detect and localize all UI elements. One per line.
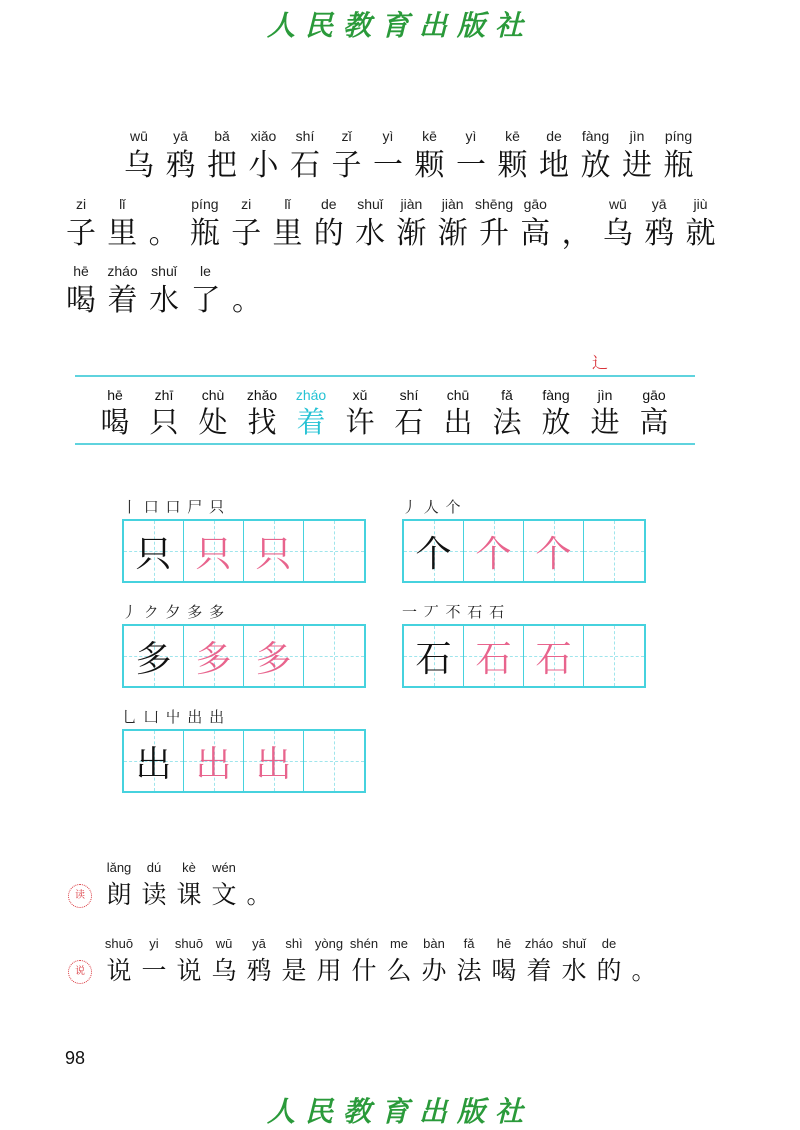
page-number: 98	[65, 1048, 86, 1068]
tianzige-cell	[524, 626, 584, 686]
hanzi: 乌	[602, 216, 633, 251]
tianzige-cell	[304, 521, 364, 581]
hanzi: 放	[541, 405, 571, 439]
hanzi: 。	[631, 956, 657, 985]
passage-syllable	[351, 194, 389, 254]
pinyin	[558, 194, 596, 214]
passage-syllable	[660, 126, 698, 186]
task-syllable	[310, 934, 348, 988]
model-character: 只	[135, 533, 172, 575]
hanzi: 。	[148, 216, 179, 251]
hanzi: 子	[66, 216, 96, 251]
pinyin: zháo	[107, 263, 138, 279]
pinyin: shēng	[475, 196, 514, 212]
hanzi: 小	[248, 148, 279, 183]
task-syllable	[135, 858, 173, 912]
trace-character: 只	[255, 533, 292, 575]
vocab-word	[93, 385, 137, 439]
pinyin: fàng	[581, 128, 610, 144]
pinyin: jìn	[629, 128, 645, 144]
hanzi: 鸦	[644, 216, 675, 251]
passage-syllable	[162, 126, 200, 186]
hanzi: 颗	[497, 148, 528, 183]
passage-syllable	[475, 194, 513, 254]
pinyin: lǐ	[119, 196, 126, 212]
pinyin: yòng	[314, 936, 344, 951]
stroke-order: 一 丆 不 石 石	[402, 603, 506, 621]
passage-syllable	[392, 194, 430, 254]
tianzige-cell	[464, 626, 524, 686]
tianzige-cell	[404, 626, 464, 686]
hanzi: 喝	[100, 405, 130, 439]
hanzi: 办	[421, 956, 447, 985]
pinyin: fǎ	[501, 387, 513, 403]
passage-syllable	[535, 126, 573, 186]
pinyin: zhī	[154, 387, 174, 403]
pinyin: zháo	[295, 387, 327, 403]
passage-syllable	[452, 126, 490, 186]
pinyin: shuō	[104, 936, 134, 951]
trace-character: 多	[195, 638, 232, 680]
passage-syllable	[269, 194, 307, 254]
vocab-word	[338, 385, 382, 439]
hanzi: 高	[520, 216, 551, 251]
writing-block-chu	[122, 705, 366, 793]
passage-syllable	[599, 194, 637, 254]
hanzi: 一	[456, 148, 486, 183]
trace-character: 出	[255, 743, 292, 785]
model-character: 出	[135, 743, 172, 785]
hanzi: 水	[561, 956, 587, 985]
pinyin: kè	[182, 860, 196, 875]
pinyin: jiù	[693, 196, 708, 212]
vocab-word	[289, 385, 333, 439]
task-syllable	[240, 858, 278, 912]
tianzige-cell	[124, 521, 184, 581]
task-syllable	[240, 934, 278, 988]
pinyin: shí	[399, 387, 419, 403]
hanzi: 的	[596, 956, 622, 985]
hanzi: 喝	[491, 956, 517, 985]
tianzige-cell	[124, 626, 184, 686]
hanzi: 许	[345, 405, 375, 439]
pinyin	[625, 934, 663, 954]
trace-character: 只	[195, 533, 232, 575]
model-character: 个	[415, 533, 452, 575]
tianzige-cell	[244, 626, 304, 686]
pinyin: gāo	[523, 196, 547, 212]
hanzi: 着	[296, 405, 326, 439]
pinyin: jiàn	[441, 196, 464, 212]
hanzi: 把	[207, 148, 237, 183]
passage-syllable	[227, 194, 265, 254]
writing-block-zhi	[122, 495, 366, 583]
hanzi: 朗	[106, 880, 132, 909]
tianzige-cell	[524, 521, 584, 581]
pinyin: shuǐ	[357, 196, 383, 212]
hanzi: 处	[198, 405, 228, 439]
passage-syllable	[145, 194, 183, 254]
task-syllable	[170, 858, 208, 912]
hanzi: 鸦	[165, 148, 196, 183]
task-syllable	[275, 934, 313, 988]
tianzige-grid	[122, 519, 366, 583]
pinyin: lǐ	[284, 196, 291, 212]
pinyin: zháo	[524, 936, 554, 951]
hanzi: 说	[106, 956, 132, 985]
pinyin: píng	[664, 128, 693, 144]
hanzi: 颗	[414, 148, 445, 183]
hanzi: 出	[443, 405, 473, 439]
pinyin: xiǎo	[250, 128, 277, 144]
task-syllable	[100, 934, 138, 988]
pinyin: dú	[146, 860, 162, 875]
passage-syllable	[558, 194, 596, 254]
pinyin: fǎ	[463, 936, 475, 951]
pinyin: wén	[212, 860, 236, 875]
hanzi: 升	[479, 216, 509, 251]
passage-syllable	[577, 126, 615, 186]
pinyin	[145, 194, 183, 214]
trace-character: 个	[535, 533, 572, 575]
pinyin: jiàn	[400, 196, 423, 212]
task-syllable	[170, 934, 208, 988]
hanzi: 乌	[211, 956, 237, 985]
hanzi: 里	[107, 216, 138, 251]
passage-syllable	[516, 194, 554, 254]
writing-block-ge	[402, 495, 646, 583]
pinyin: wū	[130, 128, 148, 144]
passage-syllable	[328, 126, 366, 186]
tianzige-cell	[184, 731, 244, 791]
task-read-aloud	[68, 858, 468, 918]
pinyin: de	[601, 936, 617, 951]
vocab-word	[583, 385, 627, 439]
tianzige-cell	[124, 731, 184, 791]
pinyin: bàn	[423, 936, 445, 951]
passage-syllable	[434, 194, 472, 254]
tianzige-grid	[402, 624, 646, 688]
pinyin: bǎ	[214, 128, 230, 144]
radical-note: 辶	[592, 353, 609, 372]
publisher-logo-bottom: 人民教育出版社	[266, 1095, 533, 1128]
task-syllable	[205, 858, 243, 912]
hanzi: 。	[232, 283, 262, 318]
hanzi: 文	[211, 880, 237, 909]
passage-syllable	[494, 126, 532, 186]
hanzi: 么	[386, 956, 412, 985]
vocab-word	[142, 385, 186, 439]
passage-syllable	[62, 194, 100, 254]
pinyin: de	[546, 128, 562, 144]
task-syllable	[450, 934, 488, 988]
hanzi: 就	[685, 216, 716, 251]
pinyin: shí	[295, 128, 315, 144]
hanzi: 一	[373, 148, 403, 183]
trace-character: 个	[475, 533, 512, 575]
tianzige-grid	[122, 729, 366, 793]
hanzi: 了	[190, 283, 221, 318]
hanzi: 水	[355, 216, 386, 251]
hanzi: 找	[247, 405, 277, 439]
pinyin: shuǐ	[562, 936, 586, 951]
hanzi: 一	[141, 956, 167, 985]
tianzige-cell	[584, 521, 644, 581]
hanzi: 只	[149, 405, 179, 439]
task-syllable	[625, 934, 663, 988]
hanzi: 石	[394, 405, 424, 439]
task-discuss	[68, 934, 688, 994]
trace-character: 石	[475, 638, 512, 680]
vocab-word	[240, 385, 284, 439]
stroke-order: 丨 口 口 尸 只	[122, 498, 226, 516]
stroke-order: 丿 人 个	[402, 498, 462, 516]
pinyin: píng	[191, 196, 219, 212]
hanzi: 子	[231, 216, 262, 251]
pinyin: zhǎo	[246, 387, 278, 403]
pinyin: yā	[173, 128, 188, 144]
hanzi: 子	[331, 148, 362, 183]
hanzi: 喝	[66, 283, 96, 318]
pinyin: zi	[75, 196, 87, 212]
hanzi: 进	[590, 405, 620, 439]
pinyin: le	[200, 263, 211, 279]
vocab-word	[436, 385, 480, 439]
task-syllable	[205, 934, 243, 988]
passage-syllable	[228, 261, 266, 321]
pinyin: gāo	[642, 387, 666, 403]
passage-syllable	[682, 194, 720, 254]
passage-syllable	[640, 194, 678, 254]
tianzige-cell	[244, 521, 304, 581]
task-syllable	[135, 934, 173, 988]
pinyin	[228, 261, 266, 281]
passage-syllable	[186, 194, 224, 254]
passage-syllable	[104, 261, 142, 321]
stroke-order: 乚 凵 屮 出 出	[122, 708, 226, 726]
vocab-word	[387, 385, 431, 439]
hanzi: 高	[639, 405, 669, 439]
passage-syllable	[62, 261, 100, 321]
tianzige-cell	[304, 626, 364, 686]
task-syllable	[590, 934, 628, 988]
vocab-word	[485, 385, 529, 439]
pinyin: jìn	[597, 387, 613, 403]
hanzi: 乌	[124, 148, 154, 183]
tianzige-cell	[184, 521, 244, 581]
tianzige-grid	[402, 519, 646, 583]
passage-line-3	[62, 261, 362, 341]
passage-syllable	[145, 261, 183, 321]
pinyin: lǎng	[106, 860, 132, 875]
pinyin: zi	[241, 196, 252, 212]
hanzi: 进	[622, 148, 652, 183]
hanzi: 水	[149, 283, 179, 318]
model-character: 石	[415, 638, 452, 680]
hanzi: 法	[456, 956, 482, 985]
task-syllable	[380, 934, 418, 988]
pinyin: yā	[651, 196, 667, 212]
pinyin: shuǐ	[151, 263, 177, 279]
hanzi: 瓶	[663, 148, 694, 183]
pinyin: yi	[149, 936, 159, 951]
passage-syllable	[411, 126, 449, 186]
passage-syllable	[310, 194, 348, 254]
pinyin: de	[321, 196, 337, 212]
hanzi: 课	[176, 880, 202, 909]
pinyin: hē	[73, 263, 89, 279]
hanzi: 着	[107, 283, 138, 318]
pinyin: chū	[446, 387, 470, 403]
task-syllable	[520, 934, 558, 988]
pinyin: shuō	[174, 936, 204, 951]
pinyin: kē	[422, 128, 437, 144]
task-syllable	[415, 934, 453, 988]
task-syllable	[485, 934, 523, 988]
pinyin: hē	[107, 387, 123, 403]
tianzige-cell	[244, 731, 304, 791]
pinyin: xǔ	[352, 387, 368, 403]
trace-character: 多	[255, 638, 292, 680]
pinyin: yì	[465, 128, 477, 144]
pinyin: chù	[201, 387, 225, 403]
pinyin: hē	[496, 936, 512, 951]
tianzige-cell	[184, 626, 244, 686]
hanzi: 鸦	[246, 956, 272, 985]
task-syllable	[100, 858, 138, 912]
pinyin: yā	[252, 936, 266, 951]
tianzige-cell	[584, 626, 644, 686]
hanzi: 。	[246, 880, 272, 909]
model-character: 多	[135, 638, 172, 680]
hanzi: 渐	[437, 216, 468, 251]
task-syllable	[555, 934, 593, 988]
hanzi: 放	[580, 148, 611, 183]
tianzige-cell	[404, 521, 464, 581]
task-icon: 读	[68, 884, 92, 908]
vocab-word	[191, 385, 235, 439]
passage-syllable	[245, 126, 283, 186]
vocab-word	[632, 385, 676, 439]
publisher-logo-top: 人民教育出版社	[266, 9, 533, 42]
tianzige-cell	[304, 731, 364, 791]
passage-syllable	[618, 126, 656, 186]
passage-syllable	[187, 261, 225, 321]
hanzi: 是	[281, 956, 307, 985]
hanzi: 着	[526, 956, 552, 985]
hanzi: 法	[492, 405, 522, 439]
vocab-band	[75, 375, 695, 445]
pinyin	[240, 858, 278, 878]
pinyin: yì	[382, 128, 394, 144]
pinyin: me	[389, 936, 409, 951]
hanzi: 说	[176, 956, 202, 985]
passage-syllable	[103, 194, 141, 254]
hanzi: 用	[316, 956, 342, 985]
task-icon: 说	[68, 960, 92, 984]
passage-syllable	[120, 126, 158, 186]
writing-block-shi	[402, 600, 646, 688]
pinyin: shén	[349, 936, 379, 951]
pinyin: zǐ	[341, 128, 352, 144]
hanzi: 渐	[396, 216, 427, 251]
writing-block-duo	[122, 600, 366, 688]
trace-character: 出	[195, 743, 232, 785]
stroke-order: 丿 ク 夕 多 多	[122, 603, 226, 621]
trace-character: 石	[535, 638, 572, 680]
passage-syllable	[203, 126, 241, 186]
tianzige-cell	[464, 521, 524, 581]
hanzi: 读	[141, 880, 167, 909]
hanzi: ，	[561, 216, 592, 251]
hanzi: 的	[313, 216, 344, 251]
hanzi: 里	[272, 216, 303, 251]
pinyin: wū	[215, 936, 233, 951]
pinyin: kē	[505, 128, 520, 144]
task-syllable	[345, 934, 383, 988]
hanzi: 瓶	[189, 216, 220, 251]
pinyin: shì	[285, 936, 303, 951]
tianzige-grid	[122, 624, 366, 688]
passage-syllable	[286, 126, 324, 186]
hanzi: 地	[539, 148, 569, 183]
hanzi: 石	[290, 148, 320, 183]
pinyin: fàng	[542, 387, 570, 403]
vocab-word	[534, 385, 578, 439]
passage-syllable	[369, 126, 407, 186]
pinyin: wū	[608, 196, 627, 212]
hanzi: 什	[351, 956, 377, 985]
